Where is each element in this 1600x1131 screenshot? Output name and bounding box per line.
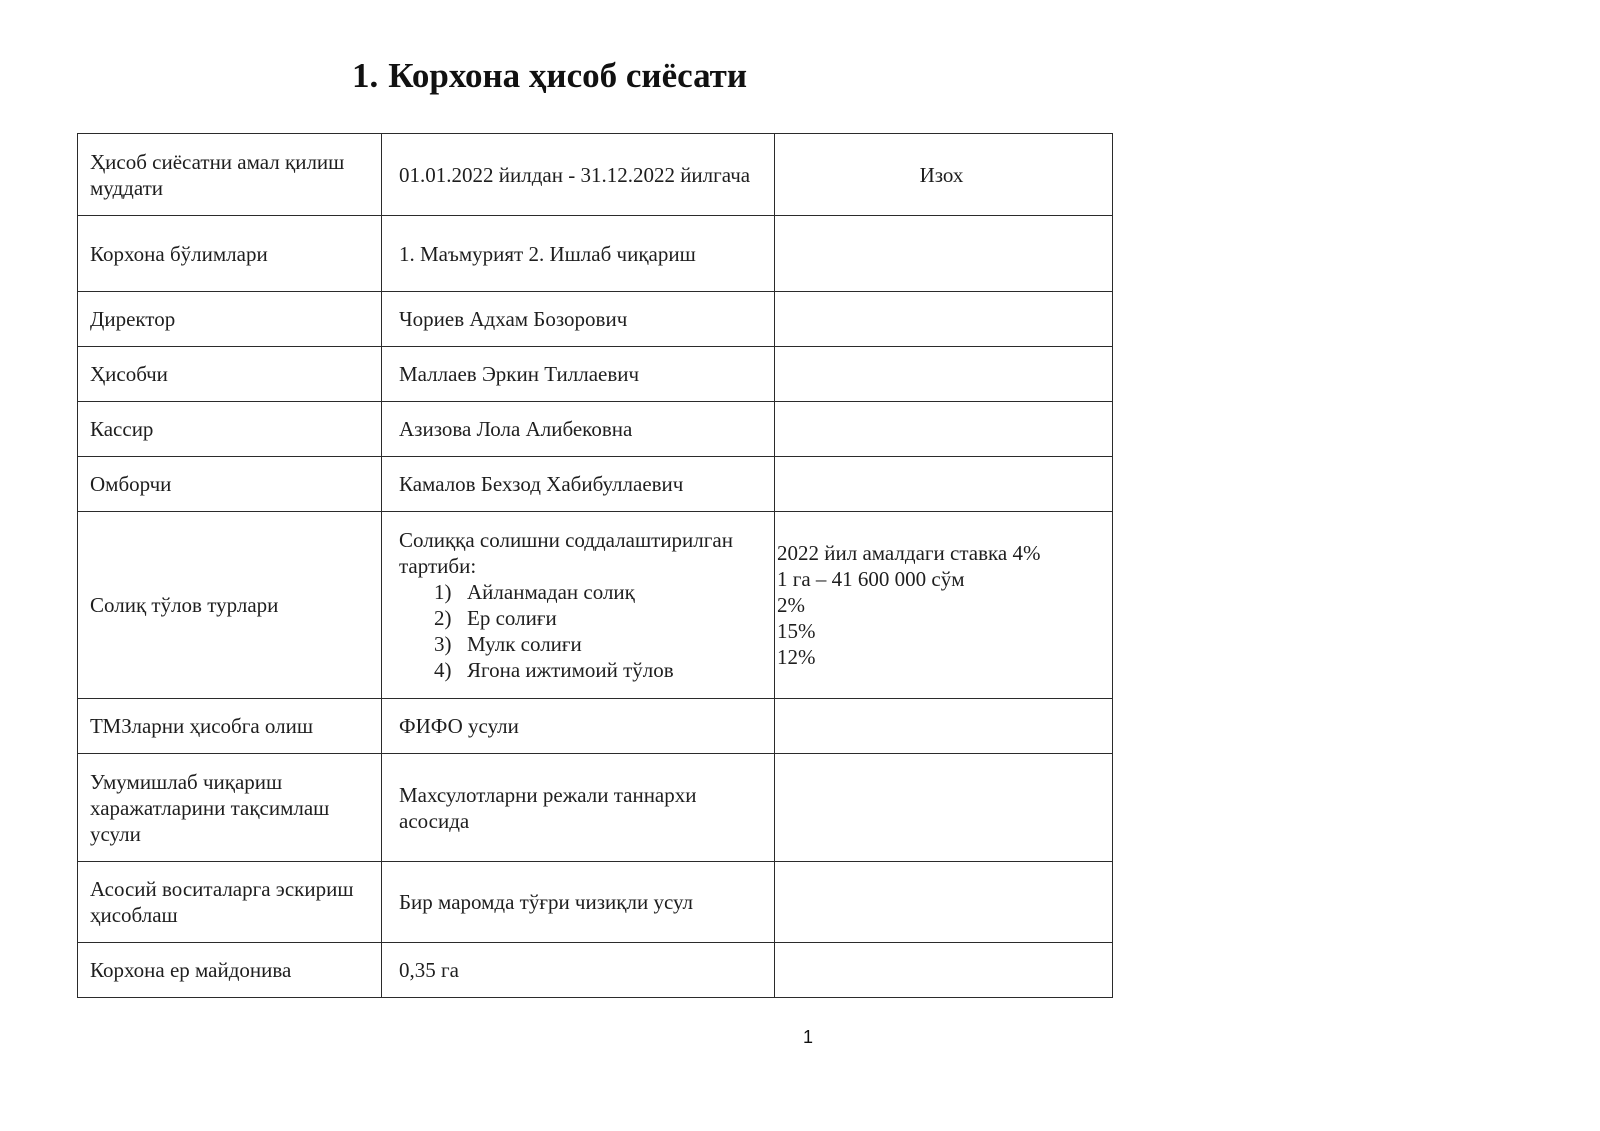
tax-intro: Солиққа солишни соддалаштирилган тартиби:	[399, 528, 733, 578]
row-value: ФИФО усули	[382, 699, 775, 754]
table-row	[78, 292, 1113, 347]
tax-rate-line: 1 га – 41 600 000 сўм	[777, 567, 965, 591]
title-number: 1.	[352, 56, 379, 95]
row-label: Солиқ тўлов турлари	[78, 512, 382, 699]
row-note	[775, 402, 1113, 457]
table-row	[78, 512, 1113, 699]
row-value: Маллаев Эркин Тиллаевич	[382, 347, 775, 402]
row-note	[775, 216, 1113, 292]
row-note	[775, 943, 1113, 998]
list-item	[434, 579, 768, 605]
list-item-text: Айланмадан солиқ	[467, 580, 635, 604]
table-row	[78, 943, 1113, 998]
list-marker: 1)	[434, 580, 452, 604]
row-value: 1. Маъмурият 2. Ишлаб чиқариш	[382, 216, 775, 292]
row-label: Корхона бўлимлари	[78, 216, 382, 292]
row-label: Директор	[78, 292, 382, 347]
row-value: Махсулотларни режали таннархи асосида	[382, 754, 775, 862]
row-label: Асосий воситаларга эскириш ҳисоблаш	[78, 862, 382, 943]
page-number: 1	[802, 1027, 813, 1047]
row-note	[775, 754, 1113, 862]
notes-header: Изох	[775, 134, 1113, 216]
table-row	[78, 699, 1113, 754]
list-item-text: Ягона ижтимоий тўлов	[467, 658, 674, 682]
row-value: Азизова Лола Алибековна	[382, 402, 775, 457]
row-note	[775, 347, 1113, 402]
list-item-text: Мулк солиғи	[467, 632, 582, 656]
tax-list	[399, 579, 768, 683]
row-label: Омборчи	[78, 457, 382, 512]
row-value: 01.01.2022 йилдан - 31.12.2022 йилгача	[382, 134, 775, 216]
table-row	[78, 402, 1113, 457]
tax-rates-cell	[775, 512, 1113, 699]
row-note	[775, 862, 1113, 943]
table-row	[78, 754, 1113, 862]
table-row	[78, 347, 1113, 402]
row-note	[775, 699, 1113, 754]
list-marker: 4)	[434, 658, 452, 682]
row-label: Умумишлаб чиқариш харажатларини тақсимлаш усули	[78, 754, 382, 862]
tax-rate-lines	[777, 540, 1108, 670]
row-value: 0,35 га	[382, 943, 775, 998]
title-text: Корхона ҳисоб сиёсати	[388, 56, 748, 95]
tax-rate-line: 2%	[777, 593, 805, 617]
list-item	[434, 631, 768, 657]
table-row	[78, 134, 1113, 216]
row-label: Ҳисоб сиёсатни амал қилиш муддати	[78, 134, 382, 216]
row-label: ТМЗларни ҳисобга олиш	[78, 699, 382, 754]
list-item	[434, 657, 768, 683]
row-value: Чориев Адхам Бозорович	[382, 292, 775, 347]
list-item-text: Ер солиғи	[467, 606, 557, 630]
list-item	[434, 605, 768, 631]
table-row	[78, 457, 1113, 512]
table-row	[78, 862, 1113, 943]
row-note	[775, 292, 1113, 347]
list-marker: 3)	[434, 632, 452, 656]
row-label: Корхона ер майдонива	[78, 943, 382, 998]
row-note	[775, 457, 1113, 512]
tax-rate-line: 2022 йил амалдаги ставка 4%	[777, 541, 1041, 565]
row-value: Бир маромда тўғри чизиқли усул	[382, 862, 775, 943]
row-value: Камалов Бехзод Хабибуллаевич	[382, 457, 775, 512]
list-marker: 2)	[434, 606, 452, 630]
page-title	[352, 54, 747, 98]
tax-rate-line: 15%	[777, 619, 816, 643]
row-label: Кассир	[78, 402, 382, 457]
row-label: Ҳисобчи	[78, 347, 382, 402]
tax-rate-line: 12%	[777, 645, 816, 669]
accounting-policy-table	[77, 133, 1113, 998]
table-row	[78, 216, 1113, 292]
tax-types-cell	[382, 512, 775, 699]
